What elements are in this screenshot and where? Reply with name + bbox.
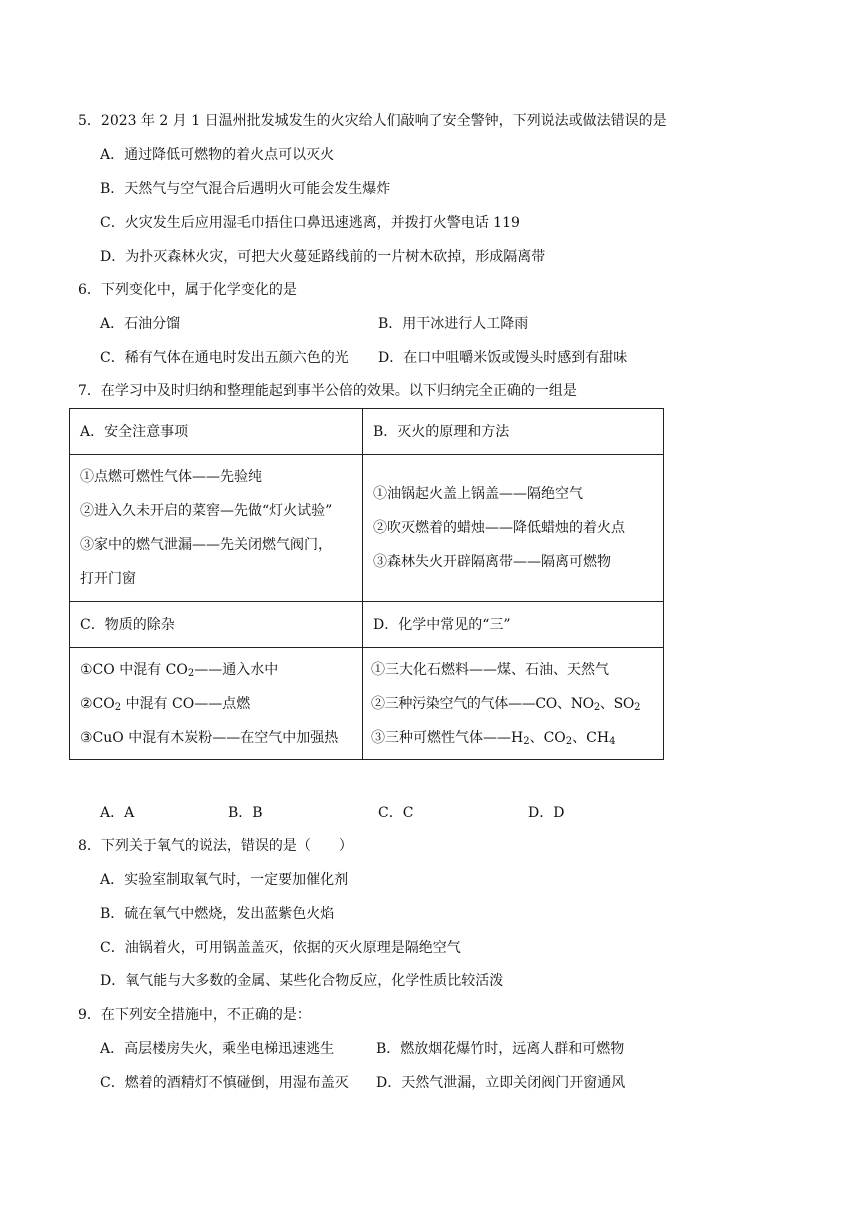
d-item-1: ①三大化石燃料——煤、石油、天然气 xyxy=(371,661,609,678)
b-item-1: ①油锅起火盖上锅盖——隔绝空气 xyxy=(373,486,583,502)
d-item-2: ②三种污染空气的气体——CO、$NO_2$、$SO_2$ xyxy=(371,695,641,713)
q9-stem: 9．在下列安全措施中，不正确的是： xyxy=(78,1007,311,1023)
cell-c-body xyxy=(70,648,363,760)
a-item-1: ①点燃可燃性气体——先验纯 xyxy=(80,469,262,485)
b-item-2: ②吹灭燃着的蜡烛——降低蜡烛的着火点 xyxy=(373,520,625,536)
d-item-3: ③三种可燃性气体$——H_2$、$CO_2$、$CH_4$ xyxy=(371,729,616,747)
q9-option-c: C．燃着的酒精灯不慎碰倒，用湿布盖灭 xyxy=(100,1075,349,1091)
q9-option-a: A．高层楼房失火，乘坐电梯迅速逃生 xyxy=(100,1041,335,1057)
q5-option-c: C．火灾发生后应用湿毛巾捂住口鼻迅速逃离，并拨打火警电话 119 xyxy=(100,215,520,231)
cell-b-body xyxy=(363,455,664,602)
a-item-2: ②进入久未开启的菜窖—先做“灯火试验” xyxy=(80,503,333,519)
q6-option-d: D．在口中咀嚼米饭或馒头时感到有甜味 xyxy=(378,350,628,366)
q8-option-d: D．氧气能与大多数的金属、某些化合物反应，化学性质比较活泼 xyxy=(100,973,504,989)
q6-option-a: A．石油分馏 xyxy=(100,316,181,332)
q9-option-d: D．天然气泄漏，立即关闭阀门开窗通风 xyxy=(376,1075,626,1091)
q7-option-a: A．A xyxy=(100,805,135,821)
b-item-3: ③森林失火开辟隔离带——隔离可燃物 xyxy=(373,554,611,570)
cell-b-header: B．灭火的原理和方法 xyxy=(363,409,664,455)
q6-stem: 6．下列变化中，属于化学变化的是 xyxy=(78,282,297,298)
q9-option-b: B．燃放烟花爆竹时，远离人群和可燃物 xyxy=(376,1041,625,1057)
cell-c-header: C．物质的除杂 xyxy=(70,602,363,648)
q8-option-c: C．油锅着火，可用锅盖盖灭，依据的灭火原理是隔绝空气 xyxy=(100,940,461,956)
q5-stem: 5．2023 年 2 月 1 日温州批发城发生的火灾给人们敲响了安全警钟，下列说法或做法错误的是 xyxy=(78,113,667,129)
q5-option-d: D．为扑灭森林火灾，可把大火蔓延路线前的一片树木砍掉，形成隔离带 xyxy=(100,249,546,265)
q8-option-a: A．实验室制取氧气时，一定要加催化剂 xyxy=(100,872,349,888)
q7-summary-table xyxy=(69,408,664,760)
q8-option-b: B．硫在氧气中燃烧，发出蓝紫色火焰 xyxy=(100,906,335,922)
cell-d-header: D．化学中常见的“三” xyxy=(363,602,664,648)
q5-option-b: B．天然气与空气混合后遇明火可能会发生爆炸 xyxy=(100,181,391,197)
a-item-3-cont: 打开门窗 xyxy=(80,571,136,587)
q7-option-d: D．D xyxy=(528,805,565,821)
c-item-1: ①CO 中混有 $CO_2——$通入水中 xyxy=(80,661,279,679)
cell-a-body xyxy=(70,455,363,602)
q7-stem: 7．在学习中及时归纳和整理能起到事半公倍的效果。以下归纳完全正确的一组是 xyxy=(78,383,577,399)
a-item-3: ③家中的燃气泄漏——先关闭燃气阀门， xyxy=(80,537,332,553)
q5-option-a: A．通过降低可燃物的着火点可以灭火 xyxy=(100,147,335,163)
q7-option-c: C．C xyxy=(378,805,414,821)
cell-d-body xyxy=(363,648,664,760)
q7-option-b: B．B xyxy=(228,805,263,821)
c-item-2: $②CO_2$ 中混有 CO——点燃 xyxy=(80,695,251,713)
c-item-3: ③CuO 中混有木炭粉——在空气中加强热 xyxy=(80,729,339,746)
q6-option-b: B．用干冰进行人工降雨 xyxy=(378,316,529,332)
q8-stem: 8．下列关于氧气的说法，错误的是（ ） xyxy=(78,838,353,854)
cell-a-header: A．安全注意事项 xyxy=(70,409,363,455)
q6-option-c: C．稀有气体在通电时发出五颜六色的光 xyxy=(100,350,349,366)
